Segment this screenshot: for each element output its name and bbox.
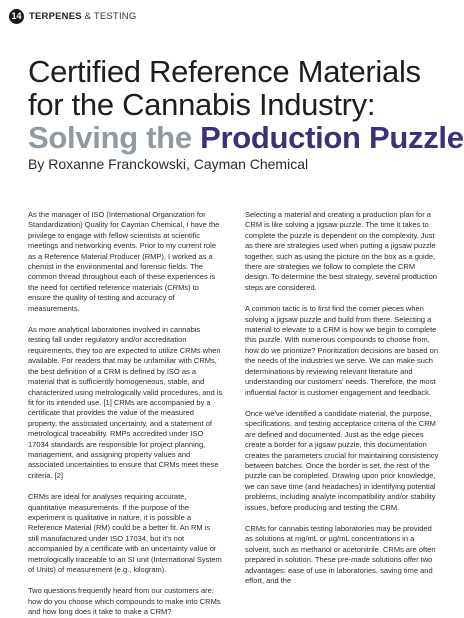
section-label [29, 11, 136, 22]
article-title-line-2: for the Cannabis Industry: [28, 86, 376, 122]
page-header [9, 8, 136, 24]
author-byline: By Roxanne Franckowski, Cayman Chemical [28, 156, 309, 172]
section-name: TERPENES [29, 10, 82, 22]
page-number-badge: 14 [9, 9, 24, 24]
article-subtitle [28, 120, 464, 155]
paragraph: As the manager of ISO (International Organization for Standardization) Quality for Cayman Chemical, I have the privilege to engage with fellow scientists at scientific meetings and networking events. Prior to my current role as a Reference Material Producer (RMP), I worked as a chemist in the environmental and forensic fields. The common thread throughout each of these experiences is the need for certified reference materials (CRMs) to ensure the quality of testing and accuracy of measurements. [28, 210, 220, 313]
paragraph: CRMs for cannabis testing laboratories may be provided as solutions at mg/mL or µg/mL concentrations in a solvent, such as methanol or acetonitrile. CRMs are often prepared in solution. These pre-made solutions offer two advantages: ease of use in laboratories, saving time and effort, and the [245, 523, 436, 585]
article-body [28, 210, 440, 617]
paragraph: Selecting a material and creating a production plan for a CRM is like solving a jigsaw puzzle. The time it takes to complete the puzzle is dependent on the complexity. Just as there are strategies used when putting a jigsaw puzzle together, such as using the picture on the box as a guide, there are strategies we follow to complete the CRM design. To determine the best strategy, several production steps are considered. [245, 210, 437, 292]
paragraph: Two questions frequently heard from our customers are: how do you choose which compounds to make into CRMs and how long does it take to make a CRM? [28, 586, 221, 617]
paragraph: As more analytical laboratories involved in cannabis testing fall under regulatory and/or accreditation requirements, they too are expected to utilize CRMs when available. For readers that may be unfamiliar with CRMs, the best definition of a CRM is defined by ISO as a material that is sufficiently homogeneous, stable, and characterized using metrologically valid procedures, and is fit for its intended use. [1] CRMs are accompanied by a certificate that provides the value of the measured property, the associated uncertainty, and a statement of metrological traceability. RMPs accredited under ISO 17034 standards are responsible for project planning, management, and assigning property values and associated uncertainties to ensure that CRMs meet these criteria. [2] [28, 325, 223, 480]
subtitle-part-2: Production Puzzle [200, 120, 464, 155]
article-title-line-1: Certified Reference Materials [28, 54, 421, 89]
paragraph: CRMs are ideal for analyses requiring accurate, quantitative measurements. If the purpose of the experiment is qualitative in nature, it is possible a Reference Material (RM) could be a better fit. An RM is still manufactured under ISO 17034, but it's not accompanied by a certificate with an uncertainty value or metrologically traceable to an SI unit (International System of Units) of measurement (e.g., kilogram). [28, 492, 222, 574]
paragraph: A common tactic is to first find the corner pieces when solving a jigsaw puzzle and build from there. Selecting a material to elevate to a CRM is how we begin to complete this puzzle. With numerous compounds to choose from, how do we prioritize? Prioritization decisions are based on the needs of the industries we serve. We can make such determinations by reviewing relevant literature and understanding our customers' needs. Therefore, the most influential factor is customer engagement and feedback. [245, 304, 439, 397]
right-column [245, 210, 440, 585]
section-subname: & TESTING [84, 10, 137, 22]
article-title-block [28, 54, 464, 172]
left-column [28, 210, 223, 617]
subtitle-part-1: Solving the [28, 120, 192, 155]
paragraph: Once we've identified a candidate material, the purpose, specifications, and testing acceptance criteria of the CRM are defined and documented. Just as the edge pieces create a border for a jigsaw puzzle, this documentation creates the parameters crucial for maintaining consistency between batches. Once the border is set, the rest of the puzzle can be completed. Drawing upon prior knowledge, we can save time (and headaches) in identifying potential problems, including analyte incompatibility and/or stability issues, before producing and testing the CRM. [245, 408, 439, 512]
